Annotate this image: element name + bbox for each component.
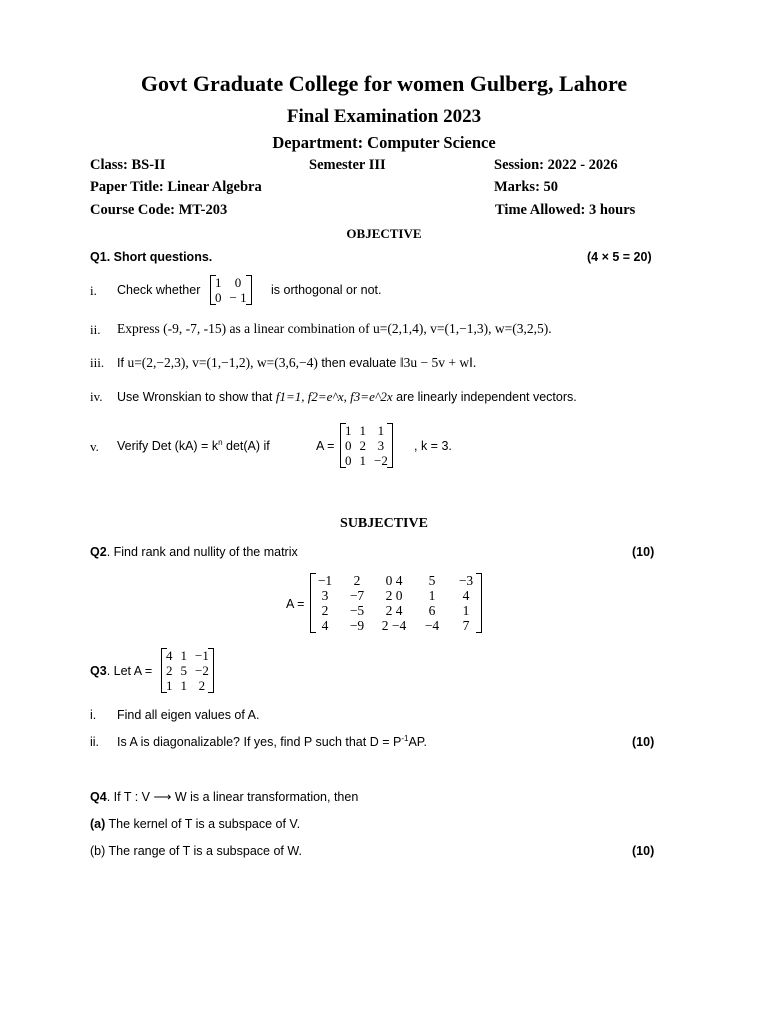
paper-title: Paper Title: Linear Algebra: [90, 179, 262, 195]
q1-ii-text: Express (-9, -7, -15) as a linear combination of u=(2,1,4), v=(1,−1,3), w=(3,2,5).: [117, 321, 552, 336]
matrix-cell: −2: [195, 663, 209, 678]
q1-v-post: , k = 3.: [414, 439, 452, 453]
matrix-cell: −2: [374, 453, 388, 468]
matrix-cell: −9: [349, 618, 365, 633]
matrix-cell: 0: [215, 290, 222, 305]
matrix-cell: 1: [180, 648, 187, 663]
q1-iii-expr: ‖3u − 5v + w‖.: [399, 355, 477, 370]
q3-ii-pre: Is A is diagonalizable? If yes, find P such that D = P: [117, 735, 402, 749]
q3-ii-num: ii.: [90, 735, 100, 749]
q4-a-text: The kernel of T is a subspace of V.: [105, 817, 301, 831]
q2-a-label: A =: [286, 597, 305, 611]
q1-iii-vectors: u=(2,−2,3), v=(1,−1,2), w=(3,6,−4): [127, 355, 318, 370]
q1-i-pre: Check whether: [117, 283, 201, 297]
matrix-cell: 1: [345, 423, 352, 438]
q4-a-line: [90, 817, 300, 831]
q1-i-post: is orthogonal or not.: [271, 283, 382, 297]
q1-iv-post: are linearly independent vectors.: [396, 390, 577, 404]
q3-ii-sup: -1: [401, 733, 409, 743]
matrix-cell: 2 4: [385, 603, 403, 618]
q1-iii-pre: If: [117, 356, 124, 370]
q3-ii-line: [117, 735, 427, 749]
matrix-cell: 2: [359, 438, 366, 453]
matrix-cell: 2 −4: [381, 618, 407, 633]
course-code: Course Code: MT-203: [90, 202, 228, 218]
q3-marks: (10): [632, 735, 655, 749]
q3-i-text: Find all eigen values of A.: [117, 708, 260, 722]
matrix-cell: 0 4: [385, 573, 403, 588]
matrix-cell: 1: [377, 423, 385, 438]
matrix-cell: 1: [359, 453, 366, 468]
class-label: Class: BS-II: [90, 157, 166, 173]
matrix-cell: 1: [166, 678, 173, 693]
q4-b-text: (b) The range of T is a subspace of W.: [90, 844, 302, 858]
q1-iii-num: iii.: [90, 355, 105, 370]
q2-marks: (10): [632, 545, 655, 559]
q1-i-num: i.: [90, 283, 97, 298]
marks-label: Marks: 50: [494, 179, 559, 195]
q1-label: Q1: [90, 250, 107, 264]
matrix-cell: 2: [166, 663, 173, 678]
matrix-cell: 0: [345, 453, 352, 468]
q1-v-pre: Verify Det (kA) = k: [117, 439, 219, 453]
q2-text: . Find rank and nullity of the matrix: [106, 545, 298, 559]
matrix-cell: 4: [321, 618, 329, 633]
q2-matrix: [310, 573, 482, 633]
objective-heading: OBJECTIVE: [346, 226, 422, 241]
semester-label: Semester III: [309, 157, 386, 173]
q1-v-num: v.: [90, 439, 99, 454]
matrix-cell: − 1: [229, 290, 247, 305]
matrix-cell: −7: [349, 588, 365, 603]
matrix-cell: 1: [462, 603, 470, 618]
matrix-cell: 3: [377, 438, 385, 453]
q1-marks: (4 × 5 = 20): [587, 250, 652, 264]
q3-matrix: [161, 648, 214, 693]
q3-i-num: i.: [90, 708, 97, 722]
matrix-cell: 3: [321, 588, 329, 603]
q4-text: . If T : V ⟶ W is a linear transformation, then: [106, 790, 359, 804]
matrix-cell: 0: [234, 275, 242, 290]
q1-iv-num: iv.: [90, 389, 103, 404]
session-label: Session: 2022 - 2026: [494, 157, 618, 173]
matrix-cell: 4: [166, 648, 173, 663]
q1-iv-line: [117, 389, 577, 405]
matrix-cell: −3: [458, 573, 474, 588]
matrix-cell: −4: [424, 618, 440, 633]
matrix-cell: 1: [215, 275, 222, 290]
matrix-cell: 2: [198, 678, 206, 693]
matrix-cell: 7: [462, 618, 470, 633]
q1-v-matrix: [340, 423, 393, 468]
matrix-cell: 1: [428, 588, 436, 603]
q4-heading: [90, 789, 358, 804]
matrix-cell: −5: [349, 603, 365, 618]
q1-i-matrix: [210, 275, 252, 305]
q1-iii-mid: then evaluate: [321, 356, 397, 370]
exam-title: Final Examination 2023: [286, 106, 482, 127]
q1-v-pre-tail: det(A) if: [222, 439, 270, 453]
time-allowed: Time Allowed: 3 hours: [495, 202, 636, 218]
department: Department: Computer Science: [272, 133, 496, 152]
q3-label: Q3: [90, 664, 107, 678]
matrix-cell: 1: [180, 678, 187, 693]
q4-label: Q4: [90, 790, 107, 804]
q4-a-label: (a): [90, 817, 106, 831]
q1-text: . Short questions.: [106, 250, 213, 264]
matrix-cell: 4: [462, 588, 470, 603]
matrix-cell: 5: [428, 573, 436, 588]
q1-iv-funcs: f1=1, f2=e^x, f3=e^2x: [275, 389, 393, 404]
q1-iv-pre: Use Wronskian to show that: [117, 390, 273, 404]
matrix-cell: −1: [317, 573, 333, 588]
q4-marks: (10): [632, 844, 655, 858]
matrix-cell: 2: [321, 603, 329, 618]
matrix-cell: 1: [359, 423, 366, 438]
matrix-cell: −1: [195, 648, 209, 663]
q1-v-a-label: A =: [316, 439, 335, 453]
q1-iii-line: [117, 355, 476, 371]
matrix-cell: 5: [180, 663, 187, 678]
q3-heading: [90, 664, 152, 678]
matrix-cell: 2: [353, 573, 361, 588]
q1-v-pre-line: [117, 439, 270, 453]
matrix-cell: 2 0: [385, 588, 403, 603]
q3-ii-post: AP.: [408, 735, 427, 749]
matrix-cell: 6: [428, 603, 436, 618]
q1-heading: [90, 250, 212, 264]
matrix-cell: 0: [345, 438, 352, 453]
subjective-heading: SUBJECTIVE: [340, 516, 428, 531]
q1-ii-num: ii.: [90, 322, 101, 337]
q1-v-pre-sup: n: [218, 437, 223, 447]
q2-heading: [90, 545, 298, 559]
q2-label: Q2: [90, 545, 107, 559]
college-title: Govt Graduate College for women Gulberg, Lahore: [140, 71, 628, 96]
q3-text: . Let A =: [106, 664, 153, 678]
